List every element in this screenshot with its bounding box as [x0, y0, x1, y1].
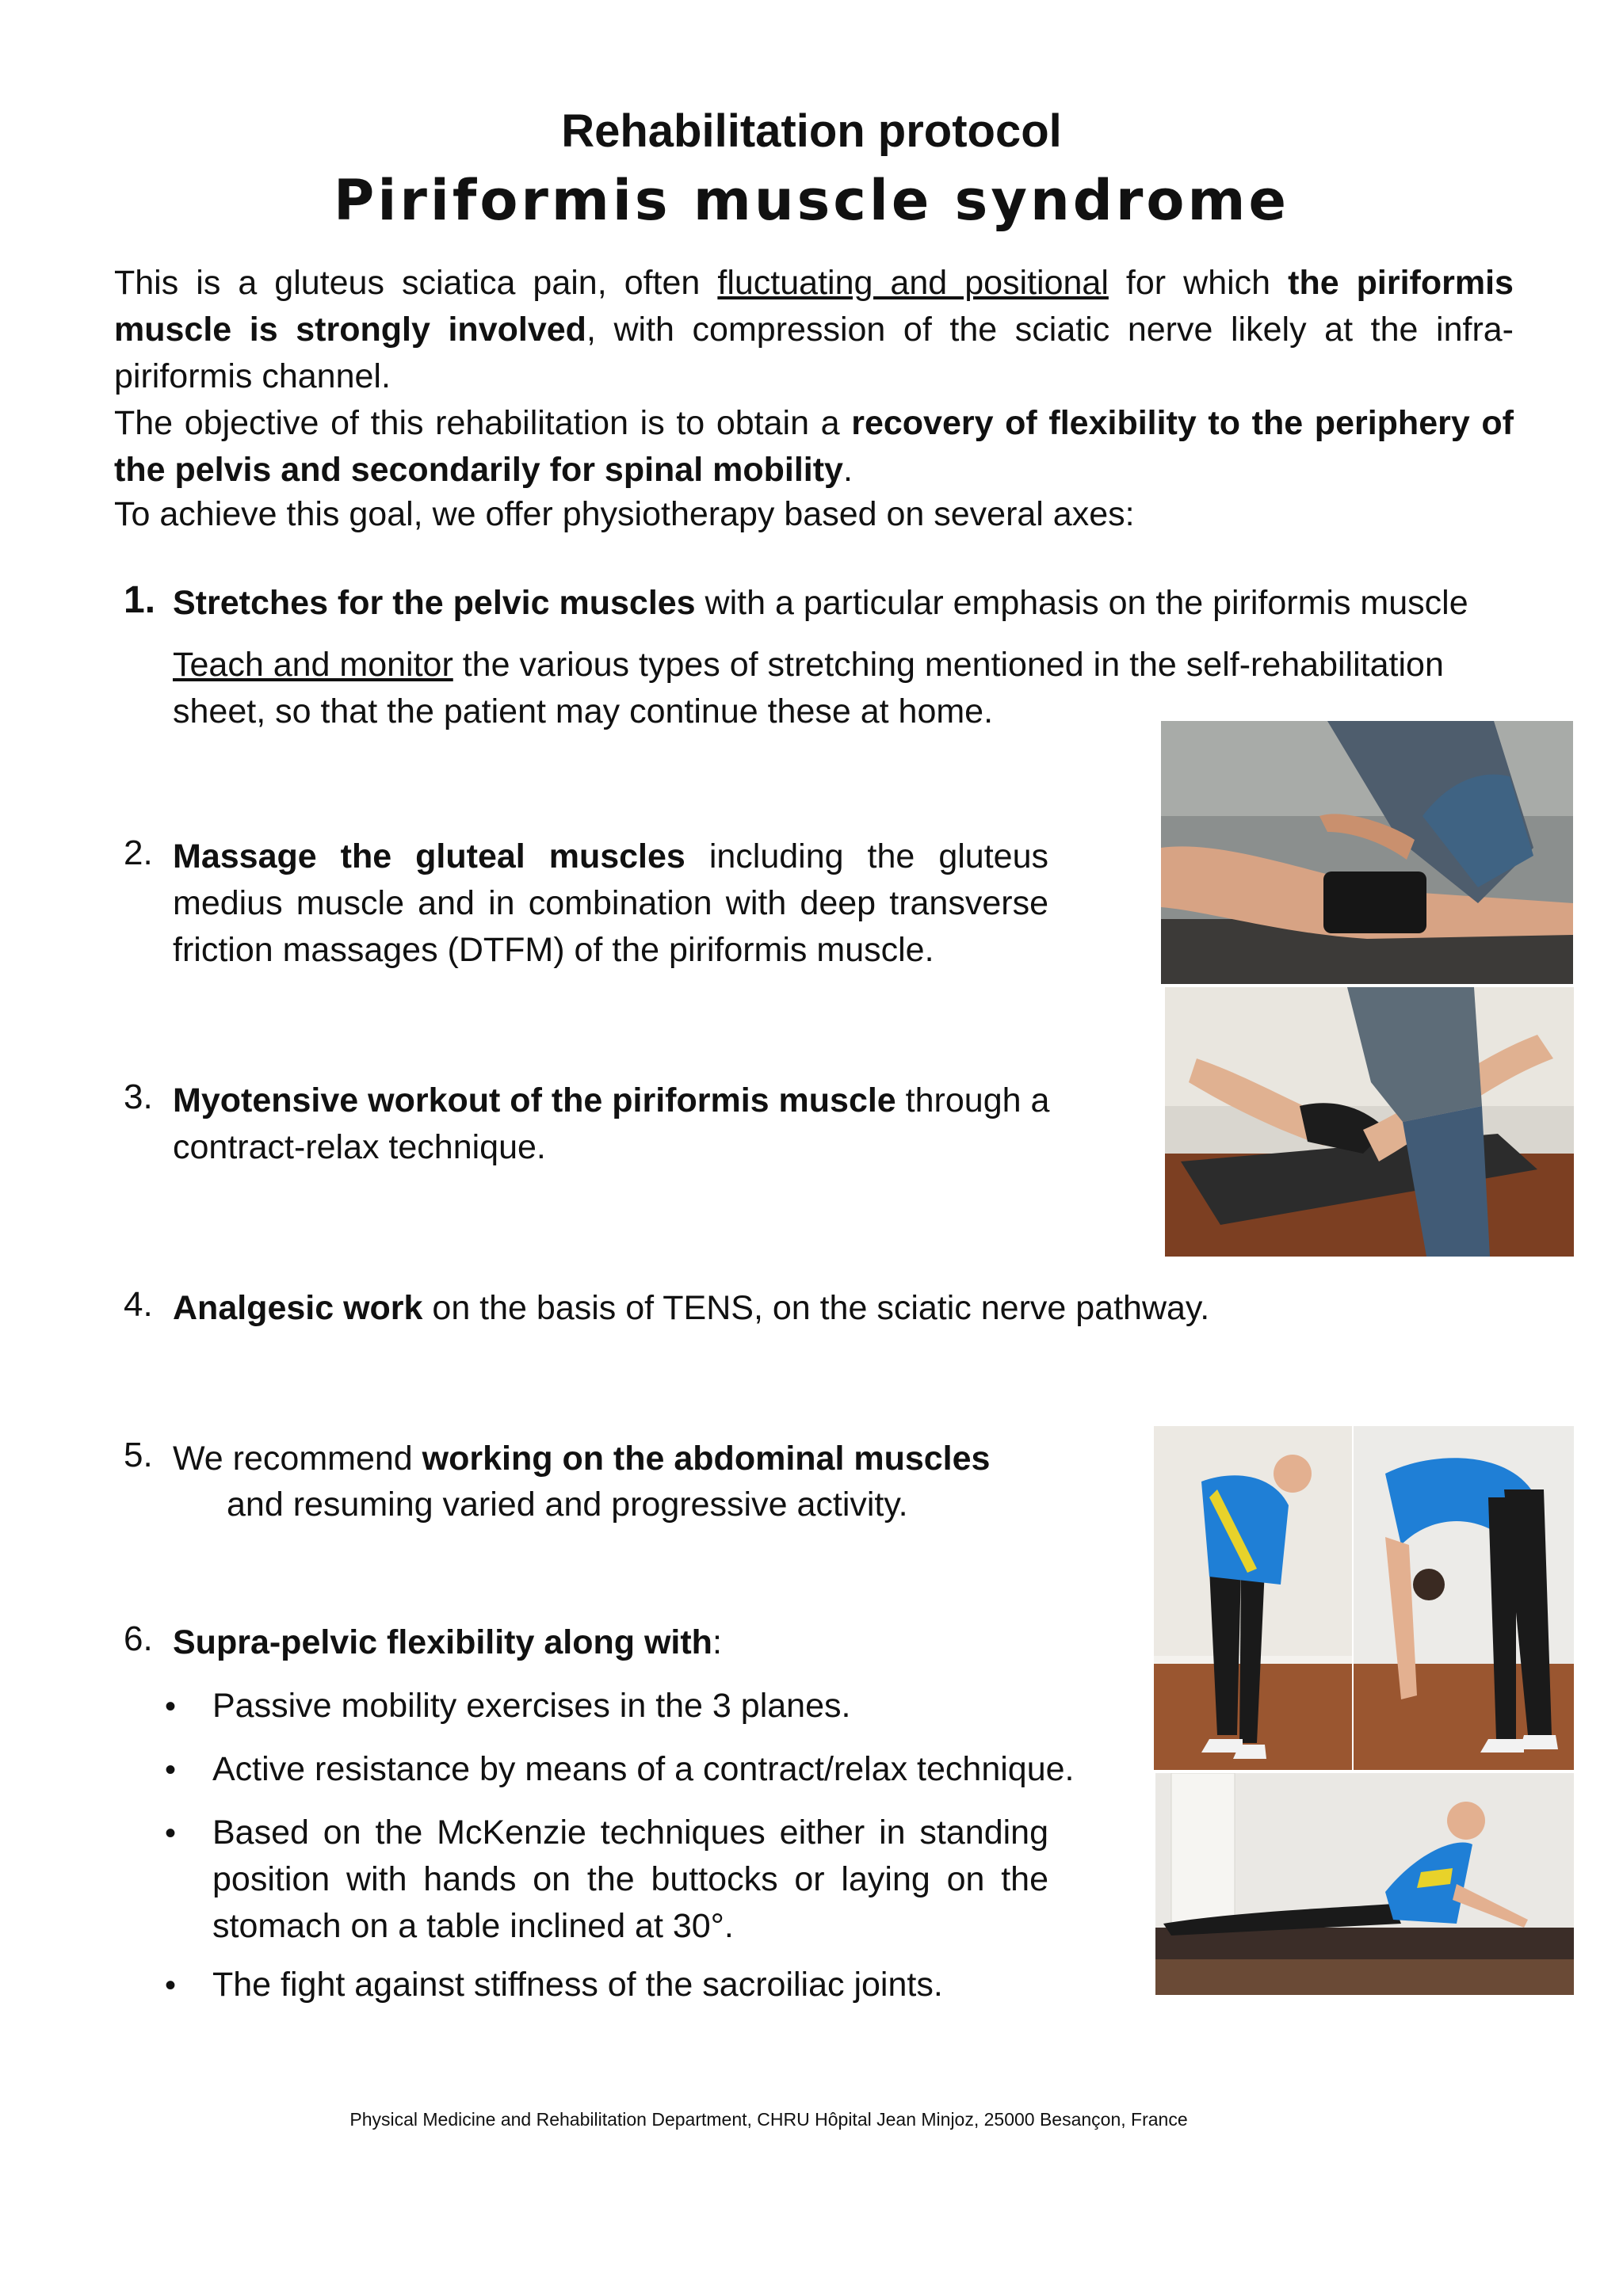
item-3-text	[173, 1077, 1052, 1171]
item-3-bold: Myotensive workout of the piriformis muscle	[173, 1081, 896, 1119]
page-title: Rehabilitation protocol	[561, 105, 1062, 157]
bullet-marker: •	[165, 1753, 177, 1787]
item-2-bold: Massage the gluteal muscles	[173, 837, 685, 875]
item-4-number: 4.	[124, 1285, 153, 1324]
photo-standing-flexion	[1354, 1426, 1574, 1770]
intro-bold: recovery of flexibility to the periphery of the pelvis and secondarily for spinal mobility	[114, 404, 1514, 489]
item-6-heading	[173, 1619, 1124, 1666]
intro-paragraph-1	[114, 260, 1514, 400]
item-5-text	[173, 1436, 1124, 1482]
bullet-marker: •	[165, 1689, 177, 1724]
item-3-rest: through a contract-relax technique.	[173, 1081, 1050, 1166]
intro-bold: the piriformis muscle is strongly involved	[114, 264, 1514, 349]
intro-text: .	[842, 451, 853, 489]
item-6-number: 6.	[124, 1619, 153, 1658]
item-1-bold: Stretches for the pelvic muscles	[173, 584, 696, 622]
photo-prone-press-up	[1155, 1773, 1574, 1995]
photo-standing-extension	[1154, 1426, 1352, 1770]
bullet-item-2: Active resistance by means of a contract/relax technique.	[212, 1750, 1075, 1788]
item-5-pre: We recommend	[173, 1440, 422, 1478]
item-6-rest: :	[712, 1623, 722, 1661]
bullet-marker: •	[165, 1816, 177, 1851]
photo-piriformis-stretch	[1165, 987, 1574, 1257]
item-2-number: 2.	[124, 833, 153, 872]
bullet-item-1: Passive mobility exercises in the 3 planes.	[212, 1687, 851, 1725]
item-2-text	[173, 833, 1048, 974]
intro-paragraph-3: To achieve this goal, we offer physiotherapy based on several axes:	[114, 495, 1135, 533]
page-footer: Physical Medicine and Rehabilitation Department, CHRU Hôpital Jean Minjoz, 25000 Besançon, France	[349, 2109, 1188, 2130]
intro-text: This is a gluteus sciatica pain, often	[114, 264, 718, 302]
item-6-bold: Supra-pelvic flexibility along with	[173, 1623, 712, 1661]
item-1-underlined: Teach and monitor	[173, 646, 453, 684]
item-2-rest: including the gluteus medius muscle and in combination with deep transverse friction massages (DTFM) of the piriformis muscle.	[173, 837, 1048, 969]
item-1-heading	[173, 580, 1536, 627]
item-5-bold: working on the abdominal muscles	[422, 1440, 991, 1478]
intro-underlined: fluctuating and positional	[717, 264, 1109, 302]
bullet-item-4: The fight against stiffness of the sacroiliac joints.	[212, 1966, 943, 2004]
item-5-continuation: and resuming varied and progressive activity.	[227, 1486, 908, 1524]
item-1-detail-text: the various types of stretching mentioned in the self-rehabilitation sheet, so that the patient may continue these at home.	[173, 646, 1444, 730]
intro-text: , with compression of the sciatic nerve likely at the infra-piriformis channel.	[114, 311, 1514, 395]
item-1-number: 1.	[124, 579, 156, 621]
item-1-text: with a particular emphasis on the piriformis muscle	[695, 584, 1468, 622]
item-5-number: 5.	[124, 1436, 153, 1474]
intro-text: The objective of this rehabilitation is to obtain a	[114, 404, 852, 442]
bullet-marker: •	[165, 1968, 177, 2003]
item-3-number: 3.	[124, 1077, 153, 1116]
intro-text: for which	[1108, 264, 1289, 302]
item-4-text	[173, 1285, 1520, 1332]
page-subtitle: Piriformis muscle syndrome	[334, 168, 1289, 233]
bullet-item-3: Based on the McKenzie techniques either in standing position with hands on the buttocks or laying on the stomach on a table inclined at 30°.	[212, 1814, 1048, 1945]
intro-paragraph-2	[114, 400, 1514, 494]
item-4-bold: Analgesic work	[173, 1289, 423, 1327]
photo-gluteal-massage	[1161, 721, 1573, 984]
item-4-rest: on the basis of TENS, on the sciatic nerve pathway.	[422, 1289, 1210, 1327]
